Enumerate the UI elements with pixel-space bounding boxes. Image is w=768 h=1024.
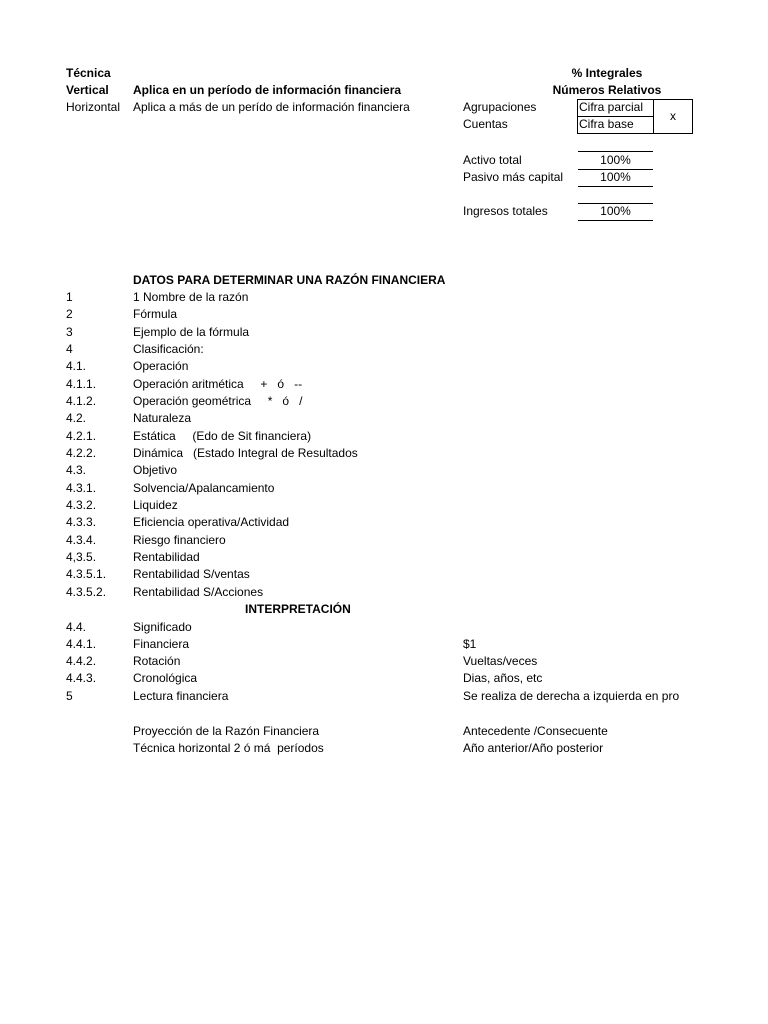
row-number: 4 — [66, 342, 73, 356]
vertical-description: Aplica en un período de información financiera — [133, 83, 402, 97]
interp-number: 5 — [66, 689, 73, 703]
interp-number: 4.4.3. — [66, 671, 97, 685]
interpretacion-title: INTERPRETACIÓN — [245, 602, 351, 616]
section-title: DATOS PARA DETERMINAR UNA RAZÓN FINANCIERA — [133, 273, 446, 287]
row-number: 3 — [66, 325, 73, 339]
row-number: 2 — [66, 307, 73, 321]
multiply-mark: x — [670, 109, 676, 123]
ingresos-bottom-rule — [578, 220, 653, 221]
row-number: 4.1.2. — [66, 394, 97, 408]
relativos-title: Números Relativos — [552, 83, 662, 97]
interp-value: Dias, años, etc — [463, 671, 543, 685]
interp-value: $1 — [463, 637, 477, 651]
row-number: 1 — [66, 290, 73, 304]
interp-number: 4.4.2. — [66, 654, 97, 668]
cifra-parcial-label: Cifra parcial — [579, 100, 644, 114]
activo-total-label: Activo total — [463, 153, 522, 167]
interp-text: Cronológica — [133, 671, 198, 685]
row-text: Rentabilidad S/ventas — [133, 567, 250, 581]
vertical-label: Vertical — [66, 83, 109, 97]
row-number: 4.1. — [66, 359, 87, 373]
row-number: 4.3.5.2. — [66, 585, 107, 599]
projection-value: Antecedente /Consecuente — [463, 724, 608, 738]
horizontal-technique-value: Año anterior/Año posterior — [463, 741, 604, 755]
row-text: Objetivo — [133, 463, 178, 477]
interp-value: Se realiza de derecha a izquierda en pro — [463, 689, 680, 703]
row-number: 4.3. — [66, 463, 87, 477]
row-text: Riesgo financiero — [133, 533, 226, 547]
row-text: Eficiencia operativa/Actividad — [133, 515, 290, 529]
agrupaciones-label: Agrupaciones — [463, 100, 537, 114]
row-text: Operación aritmética + ó -- — [133, 377, 303, 391]
horizontal-technique-label: Técnica horizontal 2 ó má períodos — [133, 741, 324, 755]
row-text: Naturaleza — [133, 411, 192, 425]
row-text: Rentabilidad S/Acciones — [133, 585, 264, 599]
row-number: 4.2.2. — [66, 446, 97, 460]
pasivo-capital-percent: 100% — [600, 170, 631, 184]
horizontal-label: Horizontal — [66, 100, 121, 114]
row-number: 4,3.5. — [66, 550, 97, 564]
interp-text: Lectura financiera — [133, 689, 229, 703]
row-text: Fórmula — [133, 307, 178, 321]
interp-text: Rotación — [133, 654, 181, 668]
integrales-title: % Integrales — [571, 66, 643, 80]
pasivo-bottom-rule — [578, 186, 653, 187]
cuentas-label: Cuentas — [463, 117, 508, 131]
ingresos-totales-label: Ingresos totales — [463, 204, 548, 218]
interp-text: Financiera — [133, 637, 190, 651]
row-number: 4.3.5.1. — [66, 567, 107, 581]
row-text: Solvencia/Apalancamiento — [133, 481, 275, 495]
interp-number: 4.4.1. — [66, 637, 97, 651]
row-text: Clasificación: — [133, 342, 204, 356]
row-text: Estática (Edo de Sit financiera) — [133, 429, 312, 443]
row-text: Operación geométrica * ó / — [133, 394, 303, 408]
row-number: 4.2. — [66, 411, 87, 425]
row-number: 4.3.3. — [66, 515, 97, 529]
row-number: 4.3.1. — [66, 481, 97, 495]
row-number: 4.2.1. — [66, 429, 97, 443]
tecnica-header: Técnica — [66, 66, 111, 80]
interp-text: Significado — [133, 620, 192, 634]
row-text: Rentabilidad — [133, 550, 200, 564]
row-text: Dinámica (Estado Integral de Resultados — [133, 446, 358, 460]
projection-label: Proyección de la Razón Financiera — [133, 724, 320, 738]
row-text: 1 Nombre de la razón — [133, 290, 249, 304]
pasivo-capital-label: Pasivo más capital — [463, 170, 564, 184]
row-text: Liquidez — [133, 498, 178, 512]
ingresos-totales-percent: 100% — [600, 204, 631, 218]
row-number: 4.1.1. — [66, 377, 97, 391]
horizontal-description: Aplica a más de un perído de información financiera — [133, 100, 410, 114]
interp-value: Vueltas/veces — [463, 654, 538, 668]
row-text: Operación — [133, 359, 189, 373]
cifra-base-label: Cifra base — [579, 117, 634, 131]
row-text: Ejemplo de la fórmula — [133, 325, 250, 339]
activo-total-percent: 100% — [600, 153, 631, 167]
row-number: 4.3.2. — [66, 498, 97, 512]
interp-number: 4.4. — [66, 620, 87, 634]
row-number: 4.3.4. — [66, 533, 97, 547]
